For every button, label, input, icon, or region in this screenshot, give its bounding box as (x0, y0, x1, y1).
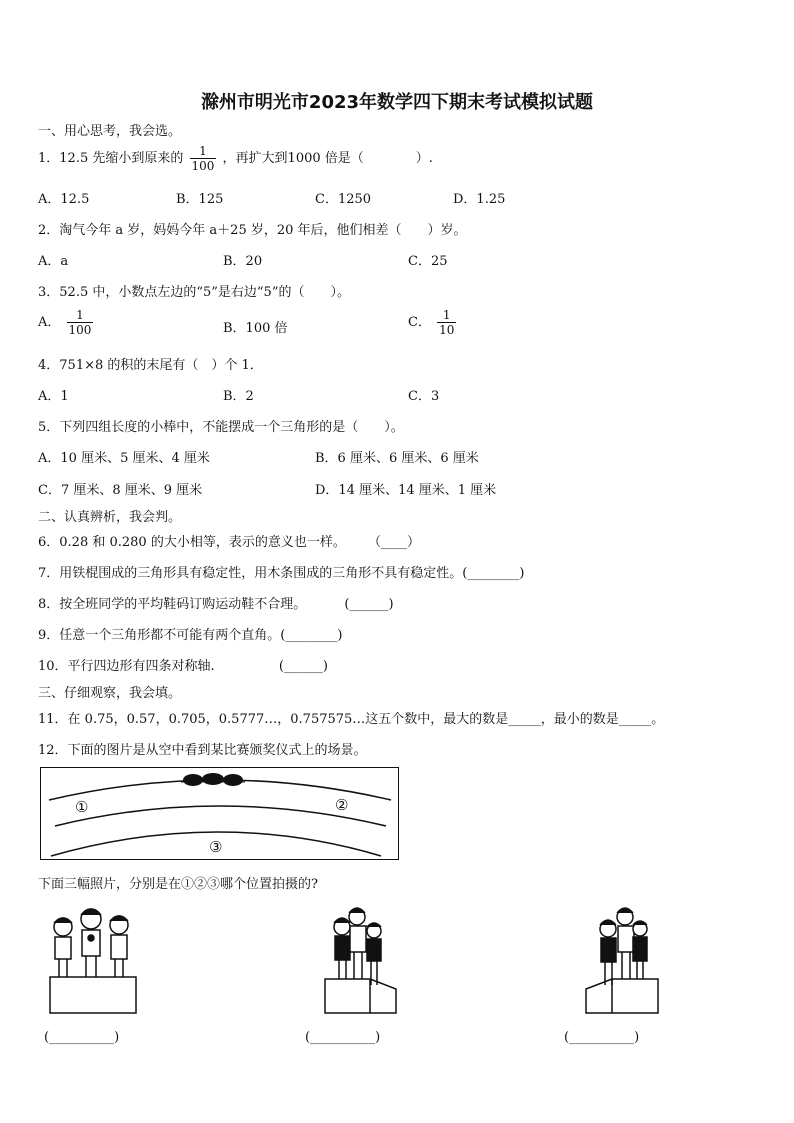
option-4a[interactable]: A．1 (38, 389, 69, 404)
question-2: 2．淘气今年 a 岁，妈妈今年 a＋25 岁，20 年后，他们相差（ ）岁。 (38, 223, 467, 238)
fraction-numerator: 1 (437, 308, 456, 323)
answer-blank-photo-1[interactable]: (__________) (44, 1030, 120, 1045)
question-12-subtext: 下面三幅照片，分别是在①②③哪个位置拍摄的? (38, 877, 318, 892)
photo-2-left-view (322, 905, 402, 1015)
option-3b[interactable]: B．100 倍 (223, 321, 288, 336)
question-1-prefix: 1．12.5 先缩小到原来的 (38, 151, 184, 166)
question-6-text: 6．0.28 和 0.280 的大小相等，表示的意义也一样。 (38, 535, 346, 550)
answer-blank-photo-2[interactable]: (__________) (305, 1030, 381, 1045)
page-title: 滁州市明光市2023年数学四下期末考试模拟试题 (200, 92, 594, 113)
option-4b[interactable]: B．2 (223, 389, 254, 404)
answer-blank[interactable]: （____） (367, 535, 420, 550)
option-5c[interactable]: C．7 厘米、8 厘米、9 厘米 (38, 483, 203, 498)
option-3a[interactable] (38, 308, 95, 337)
question-5: 5．下列四组长度的小棒中，不能摆成一个三角形的是（ ）。 (38, 420, 404, 435)
option-1d[interactable]: D．1.25 (453, 192, 506, 207)
option-3c-label: C． (408, 315, 431, 330)
option-3a-label: A． (38, 315, 61, 330)
option-1a[interactable]: A．12.5 (38, 192, 90, 207)
question-6 (38, 531, 420, 550)
fraction-numerator: 1 (190, 144, 217, 159)
option-2a[interactable]: A．a (38, 254, 69, 269)
question-12: 12．下面的图片是从空中看到某比赛颁奖仪式上的场景。 (38, 743, 367, 758)
option-4c[interactable]: C．3 (408, 389, 440, 404)
question-7-text: 7．用铁棍围成的三角形具有稳定性，用木条围成的三角形不具有稳定性。 (38, 566, 463, 581)
answer-blank[interactable]: (______) (344, 597, 394, 612)
section-3-heading: 三、仔细观察，我会填。 (38, 686, 182, 701)
option-5b[interactable]: B．6 厘米、6 厘米、6 厘米 (315, 451, 479, 466)
answer-blank[interactable]: (________) (280, 628, 343, 643)
option-2c[interactable]: C．25 (408, 254, 448, 269)
answer-blank[interactable]: (________) (462, 566, 525, 581)
option-5a[interactable]: A．10 厘米、5 厘米、4 厘米 (38, 451, 210, 466)
question-10-text: 10．平行四边形有四条对称轴. (38, 659, 215, 674)
option-2b[interactable]: B．20 (223, 254, 263, 269)
option-5d[interactable]: D．14 厘米、14 厘米、1 厘米 (315, 483, 497, 498)
fraction-numerator: 1 (67, 308, 94, 323)
answer-blank[interactable]: (______) (278, 659, 328, 674)
question-1 (38, 144, 433, 173)
position-2-label: ② (335, 796, 349, 814)
fraction-denominator: 100 (191, 159, 215, 173)
position-1-label: ① (75, 798, 89, 816)
question-10 (38, 655, 328, 674)
photo-1-front-view (45, 905, 145, 1015)
option-1c[interactable]: C．1250 (315, 192, 372, 207)
question-7 (38, 562, 524, 581)
option-1b[interactable]: B．125 (176, 192, 224, 207)
winners-podium-top-view (181, 773, 245, 786)
position-3-label: ③ (209, 838, 223, 856)
question-3: 3．52.5 中，小数点左边的“5”是右边“5”的（ ）。 (38, 285, 350, 300)
option-3a-fraction (67, 308, 94, 337)
answer-blank-photo-3[interactable]: (__________) (564, 1030, 640, 1045)
question-1-suffix: ，再扩大到1000 倍是（ ）. (222, 151, 433, 166)
fraction-denominator: 10 (439, 323, 455, 337)
question-1-fraction (190, 144, 217, 173)
photo-3-right-view (582, 905, 662, 1015)
question-8-text: 8．按全班同学的平均鞋码订购运动鞋不合理。 (38, 597, 307, 612)
question-11: 11．在 0.75，0.57，0.705，0.5777…，0.757575…这五个数中，最大的数是_____，最小的数是_____。 (38, 712, 665, 727)
ceremony-diagram (40, 767, 399, 860)
section-1-heading: 一、用心思考，我会选。 (38, 124, 182, 139)
question-4: 4．751×8 的积的末尾有（ ）个 1． (38, 358, 263, 373)
fraction-denominator: 100 (68, 323, 92, 337)
option-3c[interactable] (408, 308, 458, 337)
option-3c-fraction (437, 308, 456, 337)
section-2-heading: 二、认真辨析，我会判。 (38, 510, 182, 525)
question-9-text: 9．任意一个三角形都不可能有两个直角。 (38, 628, 281, 643)
question-8 (38, 593, 394, 612)
question-9 (38, 624, 342, 643)
